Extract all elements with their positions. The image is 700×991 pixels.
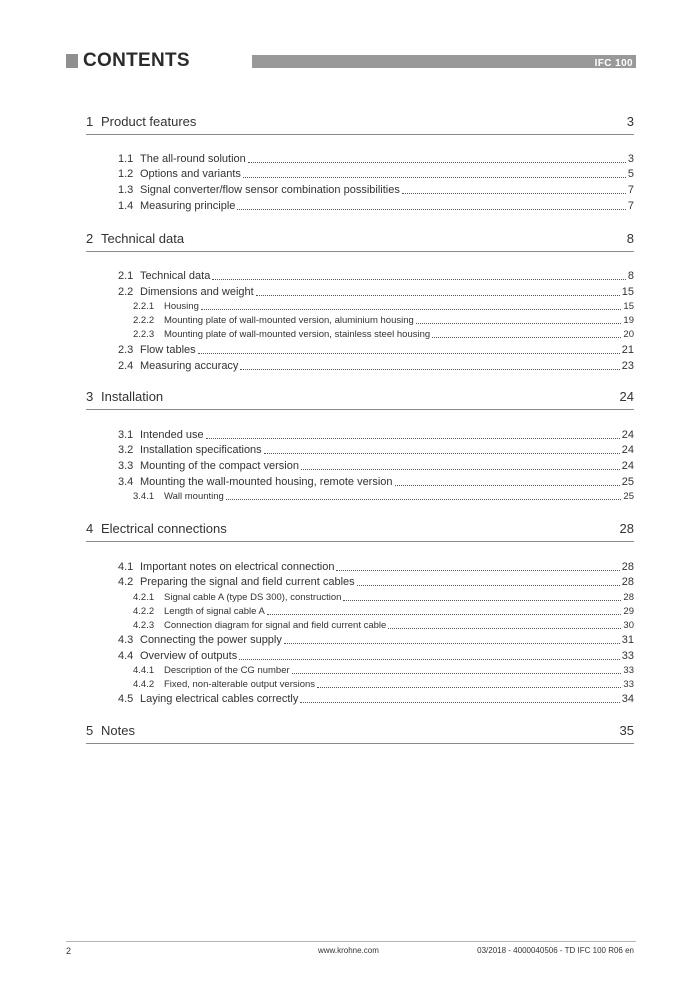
toc-number: 2.2.3: [133, 329, 155, 340]
toc-leader: [395, 485, 620, 486]
toc-subentry[interactable]: [133, 591, 634, 604]
toc-title: Measuring accuracy: [140, 360, 239, 372]
toc-leader: [388, 628, 621, 629]
toc-page: 25: [623, 491, 634, 502]
toc-chapter[interactable]: [86, 114, 634, 135]
toc-title: Options and variants: [140, 168, 241, 180]
toc-page: 28: [621, 561, 634, 573]
toc-subentry[interactable]: [133, 605, 634, 618]
toc-leader: [300, 702, 619, 703]
toc-entry[interactable]: [118, 633, 634, 647]
toc-number: 1: [86, 114, 94, 129]
toc-number: 1.3: [118, 184, 134, 196]
header-doc-name: IFC 100: [594, 58, 633, 69]
toc-title: Installation: [101, 389, 164, 404]
toc-subentry[interactable]: [133, 314, 634, 327]
toc-number: 4.3: [118, 634, 134, 646]
toc-number: 4.4.1: [133, 665, 155, 676]
toc-number: 5: [86, 723, 94, 738]
toc-page: 24: [621, 444, 634, 456]
toc-leader: [226, 499, 622, 500]
toc-title: The all-round solution: [140, 153, 246, 165]
toc-subentry[interactable]: [133, 678, 634, 691]
toc-leader: [237, 209, 625, 210]
toc-leader: [292, 673, 622, 674]
toc-entry[interactable]: [118, 560, 634, 574]
toc-page: 28: [623, 592, 634, 603]
toc-page: 15: [621, 286, 634, 298]
toc-title: Mounting plate of wall-mounted version, aluminium housing: [164, 315, 414, 326]
toc-number: 3.4: [118, 476, 134, 488]
toc-title: Description of the CG number: [164, 665, 290, 676]
toc-chapter[interactable]: [86, 521, 634, 542]
toc-subentry[interactable]: [133, 300, 634, 313]
footer-page-number: 2: [66, 946, 72, 956]
toc-number: 4.2.2: [133, 606, 155, 617]
toc-leader: [284, 643, 620, 644]
toc-leader: [256, 295, 620, 296]
toc-number: 1.1: [118, 153, 134, 165]
toc-entry[interactable]: [118, 692, 634, 706]
toc-page: 3: [627, 153, 634, 165]
toc-page: 24: [621, 460, 634, 472]
toc-title: Overview of outputs: [140, 650, 238, 662]
toc-number: 2: [86, 231, 94, 246]
toc-page: 24: [621, 429, 634, 441]
toc-chapter[interactable]: [86, 389, 634, 410]
toc-subentry[interactable]: [133, 490, 634, 503]
toc-number: 4.5: [118, 693, 134, 705]
toc-page: 23: [621, 360, 634, 372]
toc-page: 15: [623, 301, 634, 312]
toc-title: Housing: [164, 301, 199, 312]
toc-page: 3: [626, 114, 634, 129]
toc-leader: [212, 279, 626, 280]
toc-title: Connecting the power supply: [140, 634, 282, 646]
toc-leader: [432, 337, 621, 338]
toc-page: 28: [619, 521, 634, 536]
toc-number: 1.4: [118, 200, 134, 212]
toc-number: 2.4: [118, 360, 134, 372]
toc-number: 1.2: [118, 168, 134, 180]
toc-leader: [267, 614, 622, 615]
toc-title: Length of signal cable A: [164, 606, 265, 617]
toc-page: 8: [626, 231, 634, 246]
toc-title: Intended use: [140, 429, 204, 441]
toc-entry[interactable]: [118, 575, 634, 589]
toc-number: 4.1: [118, 561, 134, 573]
toc-entry[interactable]: [118, 152, 634, 166]
toc-leader: [343, 600, 621, 601]
toc-title: Signal converter/flow sensor combination possibilities: [140, 184, 400, 196]
toc-page: 34: [621, 693, 634, 705]
toc-leader: [402, 193, 626, 194]
toc-title: Wall mounting: [164, 491, 224, 502]
toc-title: Mounting of the compact version: [140, 460, 299, 472]
toc-title: Technical data: [101, 231, 185, 246]
toc-chapter[interactable]: [86, 231, 634, 252]
header-square-marker: [66, 54, 78, 68]
toc-number: 3: [86, 389, 94, 404]
toc-entry[interactable]: [118, 269, 634, 283]
toc-page: 7: [627, 200, 634, 212]
toc-title: Fixed, non-alterable output versions: [164, 679, 316, 690]
toc-title: Connection diagram for signal and field current cable: [164, 620, 387, 631]
toc-entry[interactable]: [118, 428, 634, 442]
toc-number: 2.2: [118, 286, 134, 298]
toc-number: 3.2: [118, 444, 134, 456]
toc-title: Measuring principle: [140, 200, 236, 212]
toc-title: Mounting plate of wall-mounted version, stainless steel housing: [164, 329, 431, 340]
toc-leader: [301, 469, 620, 470]
toc-leader: [240, 369, 619, 370]
toc-page: 25: [621, 476, 634, 488]
toc-entry[interactable]: [118, 199, 634, 213]
toc-page: 19: [623, 315, 634, 326]
toc-entry[interactable]: [118, 475, 634, 489]
toc-number: 3.4.1: [133, 491, 155, 502]
toc-title: Notes: [101, 723, 135, 738]
toc-leader: [336, 570, 619, 571]
toc-title: Mounting the wall-mounted housing, remote version: [140, 476, 393, 488]
toc-number: 4: [86, 521, 94, 536]
toc-number: 4.2.3: [133, 620, 155, 631]
toc-leader: [198, 353, 620, 354]
toc-subentry[interactable]: [133, 664, 634, 677]
toc-page: 30: [623, 620, 634, 631]
toc-page: 5: [627, 168, 634, 180]
toc-page: 8: [627, 270, 634, 282]
toc-number: 4.4.2: [133, 679, 155, 690]
toc-leader: [243, 177, 626, 178]
toc-title: Installation specifications: [140, 444, 262, 456]
toc-title: Dimensions and weight: [140, 286, 254, 298]
toc-entry[interactable]: [118, 649, 634, 663]
toc-entry[interactable]: [118, 343, 634, 357]
toc-number: 2.1: [118, 270, 134, 282]
toc-title: Product features: [101, 114, 197, 129]
toc-leader: [317, 687, 621, 688]
toc-page: 21: [621, 344, 634, 356]
toc-page: 7: [627, 184, 634, 196]
toc-subentry[interactable]: [133, 328, 634, 341]
toc-title: Technical data: [140, 270, 211, 282]
toc-entry[interactable]: [118, 167, 634, 181]
toc-page: 33: [623, 665, 634, 676]
toc-chapter[interactable]: [86, 723, 634, 744]
toc-leader: [416, 323, 622, 324]
toc-title: Signal cable A (type DS 300), construction: [164, 592, 342, 603]
toc-title: Laying electrical cables correctly: [140, 693, 299, 705]
header-bar: [252, 55, 636, 68]
toc-page: 31: [621, 634, 634, 646]
toc-number: 2.2.1: [133, 301, 155, 312]
toc-entry[interactable]: [118, 183, 634, 197]
toc-number: 4.2.1: [133, 592, 155, 603]
toc-title: Flow tables: [140, 344, 196, 356]
toc-entry[interactable]: [118, 443, 634, 457]
toc-leader: [357, 585, 620, 586]
footer-divider: [66, 941, 636, 942]
page-title: CONTENTS: [83, 50, 190, 71]
toc-number: 4.2: [118, 576, 134, 588]
toc-title: Important notes on electrical connection: [140, 561, 335, 573]
toc-number: 3.1: [118, 429, 134, 441]
toc-number: 4.4: [118, 650, 134, 662]
toc-leader: [201, 309, 622, 310]
toc-title: Electrical connections: [101, 521, 227, 536]
toc-page: 33: [623, 679, 634, 690]
footer-url[interactable]: www.krohne.com: [318, 946, 379, 955]
footer-doc-reference: 03/2018 - 4000040506 - TD IFC 100 R06 en: [477, 946, 634, 955]
toc-page: 24: [619, 389, 634, 404]
toc-subentry[interactable]: [133, 619, 634, 632]
toc-title: Preparing the signal and field current cables: [140, 576, 355, 588]
toc-leader: [264, 453, 620, 454]
toc-number: 2.2.2: [133, 315, 155, 326]
toc-entry[interactable]: [118, 285, 634, 299]
toc-page: 28: [621, 576, 634, 588]
toc-number: 2.3: [118, 344, 134, 356]
toc-page: 29: [623, 606, 634, 617]
toc-leader: [248, 162, 626, 163]
toc-entry[interactable]: [118, 359, 634, 373]
toc-entry[interactable]: [118, 459, 634, 473]
toc-page: 33: [621, 650, 634, 662]
toc-leader: [239, 659, 620, 660]
toc-page: 20: [623, 329, 634, 340]
page-header: [66, 52, 636, 70]
toc-leader: [206, 438, 620, 439]
toc-page: 35: [619, 723, 634, 738]
toc-number: 3.3: [118, 460, 134, 472]
